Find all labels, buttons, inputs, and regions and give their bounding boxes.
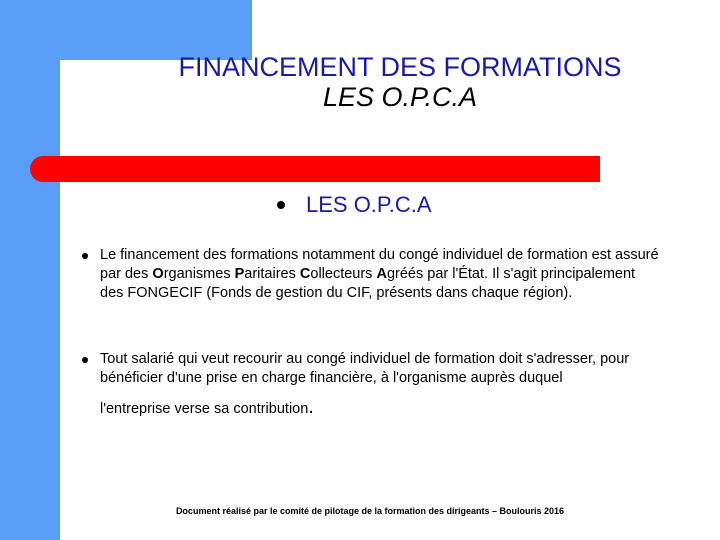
bullet-text-end: . (308, 396, 314, 418)
acronym-letter: P (234, 266, 245, 282)
bullet-text-part: l'entreprise verse sa contribution (100, 401, 309, 417)
acronym-letter: C (299, 266, 311, 282)
bullet-dot-icon (82, 253, 88, 259)
top-accent-band (0, 0, 252, 60)
bullet-dot-icon (277, 201, 285, 209)
bullet-text-part: Tout salarié qui veut recourir au congé individuel de formation doit s'adresser, pour bénéficier d'une prise en charge financière, à l'organisme auprès duquel (100, 351, 630, 386)
red-divider-bar (30, 156, 600, 182)
bullet-text (100, 246, 660, 303)
subheading-text: LES O.P.C.A (306, 192, 432, 217)
bullet-text (100, 350, 660, 419)
bullet-text-part: ollecteurs (310, 266, 377, 282)
bullet-text-part: rganismes (163, 266, 235, 282)
title-line-1: FINANCEMENT DES FORMATIONS (178, 52, 622, 82)
acronym-letter: A (376, 266, 387, 282)
bullet-dot-icon (82, 357, 88, 363)
slide-title (100, 52, 700, 112)
left-accent-band (0, 0, 60, 540)
acronym-letter: O (152, 266, 164, 282)
title-line-2: LES O.P.C.A (322, 82, 478, 112)
bullet-text-part: gréés par l'État. Il s'agit principalement des FONGECIF (Fonds de gestion du CIF, présents dans chaque région). (100, 266, 636, 301)
bullet-text-continuation (100, 398, 660, 419)
footer-note: Document réalisé par le comité de pilotage de la formation des dirigeants – Boulouris 2016 (175, 506, 565, 516)
bullet-text-part: Le financement des formations notamment du congé individuel de formation est assuré par des (100, 247, 659, 282)
corner-curve (60, 60, 100, 100)
bullet-text-part: aritaires (244, 266, 300, 282)
